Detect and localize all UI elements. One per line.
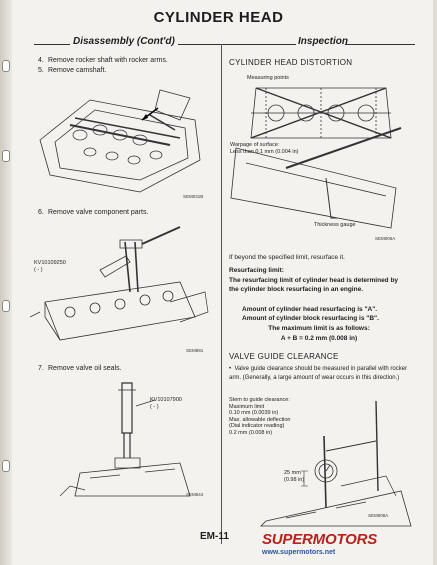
tool-callout (34, 260, 66, 273)
valve-guide-bullet (229, 365, 409, 382)
figure-valve-seal-removal (60, 378, 210, 498)
resurfacing-limit-label: Resurfacing limit: (229, 267, 284, 274)
binder-ring (2, 300, 10, 312)
figure-code: SEM031B (183, 194, 204, 199)
tool-number: KV10107900 (150, 397, 182, 403)
column-divider (221, 44, 222, 544)
step-number: 6. (38, 209, 44, 216)
warpage-label: Warpage of surface: (230, 142, 280, 148)
warpage-value: Less than 0.1 mm (0.004 in) (230, 148, 299, 155)
page-title: CYLINDER HEAD (153, 9, 284, 26)
section-heading-valve-guide: VALVE GUIDE CLEARANCE (229, 352, 339, 361)
step-number: 5. (38, 67, 44, 74)
right-section-header: Inspection (298, 36, 349, 47)
resurfacing-formula: A + B = 0.2 mm (0.008 in) (280, 335, 358, 342)
tool-alt-number: ( - ) (34, 266, 43, 273)
dimension-mm: 25 mm (284, 470, 301, 476)
left-section-header: Disassembly (Cont'd) (73, 36, 175, 47)
binder-ring (2, 150, 10, 162)
step-text: Remove rocker shaft with rocker arms. (48, 57, 168, 64)
bullet-dot: • (229, 366, 235, 372)
header-rule (178, 44, 296, 45)
page-edge (433, 0, 437, 565)
stem-guide-spec (229, 397, 290, 436)
tool-alt-number: ( - ) (150, 403, 159, 410)
resurfacing-b: Amount of cylinder block resurfacing is "B". (242, 315, 379, 322)
stem-spec-max: Maximum limit (229, 403, 265, 410)
step-text: Remove valve oil seals. (48, 365, 122, 372)
beyond-limit-text: If beyond the specified limit, resurface it. (229, 254, 345, 261)
label-measuring-points: Measuring points (247, 75, 289, 81)
step-number: 7. (38, 365, 44, 372)
step-number: 4. (38, 57, 44, 64)
warpage-spec (230, 142, 298, 155)
stem-spec-deflection: Max. allowable deflection (229, 416, 291, 423)
section-heading-distortion: CYLINDER HEAD DISTORTION (229, 58, 353, 67)
step-text: Remove camshaft. (48, 67, 107, 74)
dimension-callout (284, 470, 304, 483)
watermark-logo: SUPERMOTORS (262, 531, 378, 548)
resurfacing-a: Amount of cylinder head resurfacing is "A". (242, 306, 378, 313)
step-text: Remove valve component parts. (48, 209, 149, 216)
stem-spec-deflection-value: 0.2 mm (0.008 in) (229, 429, 273, 436)
figure-code: SEM006A (375, 236, 396, 241)
binder-ring (2, 60, 10, 72)
watermark-url: www.supermotors.net (262, 549, 336, 556)
binder-ring (2, 460, 10, 472)
figure-camshaft-removal (30, 80, 210, 198)
binder-edge (0, 0, 12, 565)
step-6 (38, 208, 148, 217)
figure-code: SEM891 (186, 348, 204, 353)
label-thickness-gauge: Thickness gauge (314, 222, 356, 228)
figure-code: SEM644 (186, 492, 204, 497)
stem-spec-dial: (Dial indicator reading) (229, 423, 285, 429)
stem-spec-label: Stem to guide clearance: (229, 397, 290, 403)
step-4 (38, 56, 168, 65)
maximum-limit-label: The maximum limit is as follows: (268, 325, 370, 332)
bullet-text: Valve guide clearance should be measured in parallel with rocker arm. (Generally, a large amount of wear occurs in this direction.) (229, 366, 408, 381)
figure-valve-spring-compressor (30, 222, 210, 352)
tool-callout (150, 397, 182, 410)
resurfacing-explanation: The resurfacing limit of cylinder head is determined by the cylinder block resurfacing in an engine. (229, 277, 399, 293)
page-number: EM-11 (200, 531, 229, 542)
stem-spec-max-value: 0.10 mm (0.0039 in) (229, 410, 279, 416)
step-5 (38, 66, 106, 75)
dimension-in: (0.98 in) (284, 476, 305, 483)
step-7 (38, 364, 122, 373)
header-rule (345, 44, 415, 45)
tool-number: KV10109250 (34, 260, 66, 266)
header-rule (34, 44, 70, 45)
figure-code: SEM008A (368, 513, 389, 518)
